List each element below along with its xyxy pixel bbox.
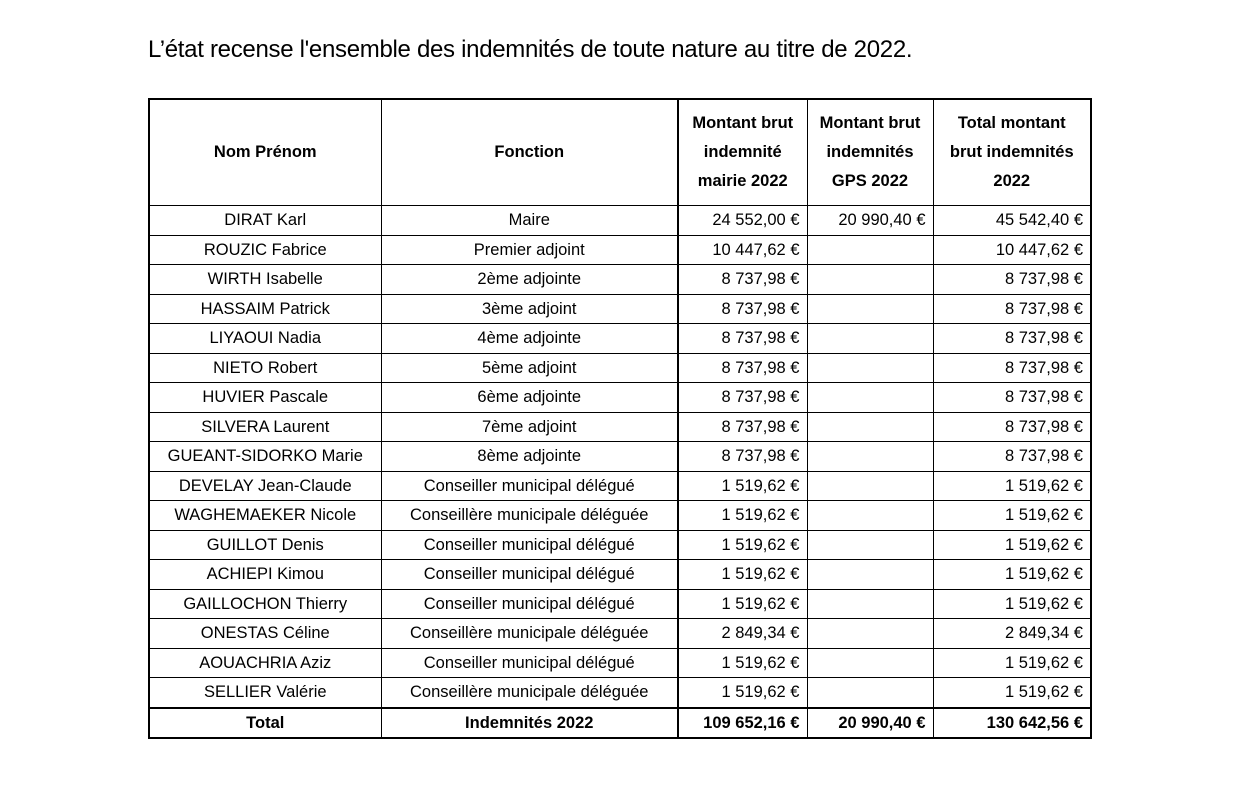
cell-total: 8 737,98 € bbox=[933, 412, 1091, 442]
cell-total: 8 737,98 € bbox=[933, 353, 1091, 383]
cell-fonction: 3ème adjoint bbox=[381, 294, 678, 324]
cell-name: HUVIER Pascale bbox=[149, 383, 381, 413]
cell-name: NIETO Robert bbox=[149, 353, 381, 383]
cell-gps bbox=[807, 471, 933, 501]
cell-gps bbox=[807, 324, 933, 354]
table-row bbox=[149, 678, 1091, 708]
cell-name: GAILLOCHON Thierry bbox=[149, 589, 381, 619]
header-total: Total montant brut indemnités 2022 bbox=[933, 99, 1091, 206]
header-name: Nom Prénom bbox=[149, 99, 381, 206]
total-mairie: 109 652,16 € bbox=[678, 708, 807, 739]
cell-mairie: 10 447,62 € bbox=[678, 235, 807, 265]
cell-mairie: 8 737,98 € bbox=[678, 383, 807, 413]
cell-name: ROUZIC Fabrice bbox=[149, 235, 381, 265]
header-row bbox=[149, 99, 1091, 206]
cell-fonction: Maire bbox=[381, 206, 678, 236]
cell-total: 8 737,98 € bbox=[933, 265, 1091, 295]
table-row bbox=[149, 206, 1091, 236]
table-row bbox=[149, 412, 1091, 442]
cell-mairie: 24 552,00 € bbox=[678, 206, 807, 236]
table-row bbox=[149, 324, 1091, 354]
cell-mairie: 8 737,98 € bbox=[678, 412, 807, 442]
table-header bbox=[149, 99, 1091, 206]
table-row bbox=[149, 560, 1091, 590]
cell-mairie: 8 737,98 € bbox=[678, 324, 807, 354]
cell-name: GUILLOT Denis bbox=[149, 530, 381, 560]
cell-mairie: 1 519,62 € bbox=[678, 648, 807, 678]
cell-gps bbox=[807, 294, 933, 324]
table-row bbox=[149, 648, 1091, 678]
cell-total: 1 519,62 € bbox=[933, 501, 1091, 531]
intro-text: L’état recense l'ensemble des indemnités de toute nature au titre de 2022. bbox=[148, 36, 913, 63]
cell-name: DIRAT Karl bbox=[149, 206, 381, 236]
cell-gps bbox=[807, 353, 933, 383]
cell-total: 1 519,62 € bbox=[933, 589, 1091, 619]
cell-gps bbox=[807, 412, 933, 442]
cell-mairie: 2 849,34 € bbox=[678, 619, 807, 649]
cell-fonction: Conseillère municipale déléguée bbox=[381, 678, 678, 708]
cell-mairie: 1 519,62 € bbox=[678, 678, 807, 708]
cell-gps bbox=[807, 265, 933, 295]
total-gps: 20 990,40 € bbox=[807, 708, 933, 739]
table-body bbox=[149, 206, 1091, 739]
cell-mairie: 1 519,62 € bbox=[678, 530, 807, 560]
cell-name: WAGHEMAEKER Nicole bbox=[149, 501, 381, 531]
cell-total: 1 519,62 € bbox=[933, 678, 1091, 708]
table-row bbox=[149, 235, 1091, 265]
cell-total: 1 519,62 € bbox=[933, 530, 1091, 560]
cell-fonction: 8ème adjointe bbox=[381, 442, 678, 472]
cell-name: DEVELAY Jean-Claude bbox=[149, 471, 381, 501]
cell-fonction: 4ème adjointe bbox=[381, 324, 678, 354]
cell-mairie: 8 737,98 € bbox=[678, 265, 807, 295]
cell-total: 1 519,62 € bbox=[933, 471, 1091, 501]
cell-fonction: Conseillère municipale déléguée bbox=[381, 501, 678, 531]
cell-gps bbox=[807, 442, 933, 472]
cell-gps bbox=[807, 383, 933, 413]
cell-total: 8 737,98 € bbox=[933, 383, 1091, 413]
table-row bbox=[149, 501, 1091, 531]
cell-total: 1 519,62 € bbox=[933, 648, 1091, 678]
cell-fonction: 6ème adjointe bbox=[381, 383, 678, 413]
cell-gps bbox=[807, 589, 933, 619]
cell-mairie: 8 737,98 € bbox=[678, 353, 807, 383]
cell-mairie: 1 519,62 € bbox=[678, 501, 807, 531]
cell-gps bbox=[807, 678, 933, 708]
cell-name: SILVERA Laurent bbox=[149, 412, 381, 442]
cell-name: SELLIER Valérie bbox=[149, 678, 381, 708]
indemnities-table bbox=[148, 98, 1092, 739]
header-fonction: Fonction bbox=[381, 99, 678, 206]
cell-mairie: 8 737,98 € bbox=[678, 442, 807, 472]
cell-fonction: 2ème adjointe bbox=[381, 265, 678, 295]
cell-gps bbox=[807, 501, 933, 531]
cell-fonction: Conseiller municipal délégué bbox=[381, 530, 678, 560]
total-row bbox=[149, 708, 1091, 739]
total-fonction: Indemnités 2022 bbox=[381, 708, 678, 739]
table-row bbox=[149, 265, 1091, 295]
cell-total: 45 542,40 € bbox=[933, 206, 1091, 236]
cell-fonction: Conseiller municipal délégué bbox=[381, 648, 678, 678]
cell-total: 8 737,98 € bbox=[933, 324, 1091, 354]
cell-name: AOUACHRIA Aziz bbox=[149, 648, 381, 678]
cell-total: 8 737,98 € bbox=[933, 294, 1091, 324]
cell-mairie: 8 737,98 € bbox=[678, 294, 807, 324]
cell-name: GUEANT-SIDORKO Marie bbox=[149, 442, 381, 472]
table-row bbox=[149, 471, 1091, 501]
cell-gps bbox=[807, 560, 933, 590]
table-row bbox=[149, 589, 1091, 619]
total-label: Total bbox=[149, 708, 381, 739]
cell-gps bbox=[807, 619, 933, 649]
cell-fonction: Conseillère municipale déléguée bbox=[381, 619, 678, 649]
cell-name: HASSAIM Patrick bbox=[149, 294, 381, 324]
cell-gps bbox=[807, 530, 933, 560]
cell-fonction: Premier adjoint bbox=[381, 235, 678, 265]
table-row bbox=[149, 619, 1091, 649]
header-mairie: Montant brut indemnité mairie 2022 bbox=[678, 99, 807, 206]
header-gps: Montant brut indemnités GPS 2022 bbox=[807, 99, 933, 206]
cell-fonction: 7ème adjoint bbox=[381, 412, 678, 442]
cell-fonction: 5ème adjoint bbox=[381, 353, 678, 383]
cell-fonction: Conseiller municipal délégué bbox=[381, 589, 678, 619]
cell-gps: 20 990,40 € bbox=[807, 206, 933, 236]
table-row bbox=[149, 383, 1091, 413]
table-row bbox=[149, 353, 1091, 383]
table-row bbox=[149, 530, 1091, 560]
cell-name: ACHIEPI Kimou bbox=[149, 560, 381, 590]
table-row bbox=[149, 294, 1091, 324]
table-row bbox=[149, 442, 1091, 472]
cell-name: LIYAOUI Nadia bbox=[149, 324, 381, 354]
cell-fonction: Conseiller municipal délégué bbox=[381, 471, 678, 501]
cell-total: 1 519,62 € bbox=[933, 560, 1091, 590]
cell-gps bbox=[807, 235, 933, 265]
cell-total: 2 849,34 € bbox=[933, 619, 1091, 649]
cell-name: ONESTAS Céline bbox=[149, 619, 381, 649]
cell-gps bbox=[807, 648, 933, 678]
total-total: 130 642,56 € bbox=[933, 708, 1091, 739]
cell-mairie: 1 519,62 € bbox=[678, 471, 807, 501]
cell-total: 10 447,62 € bbox=[933, 235, 1091, 265]
cell-name: WIRTH Isabelle bbox=[149, 265, 381, 295]
cell-total: 8 737,98 € bbox=[933, 442, 1091, 472]
cell-fonction: Conseiller municipal délégué bbox=[381, 560, 678, 590]
cell-mairie: 1 519,62 € bbox=[678, 560, 807, 590]
cell-mairie: 1 519,62 € bbox=[678, 589, 807, 619]
